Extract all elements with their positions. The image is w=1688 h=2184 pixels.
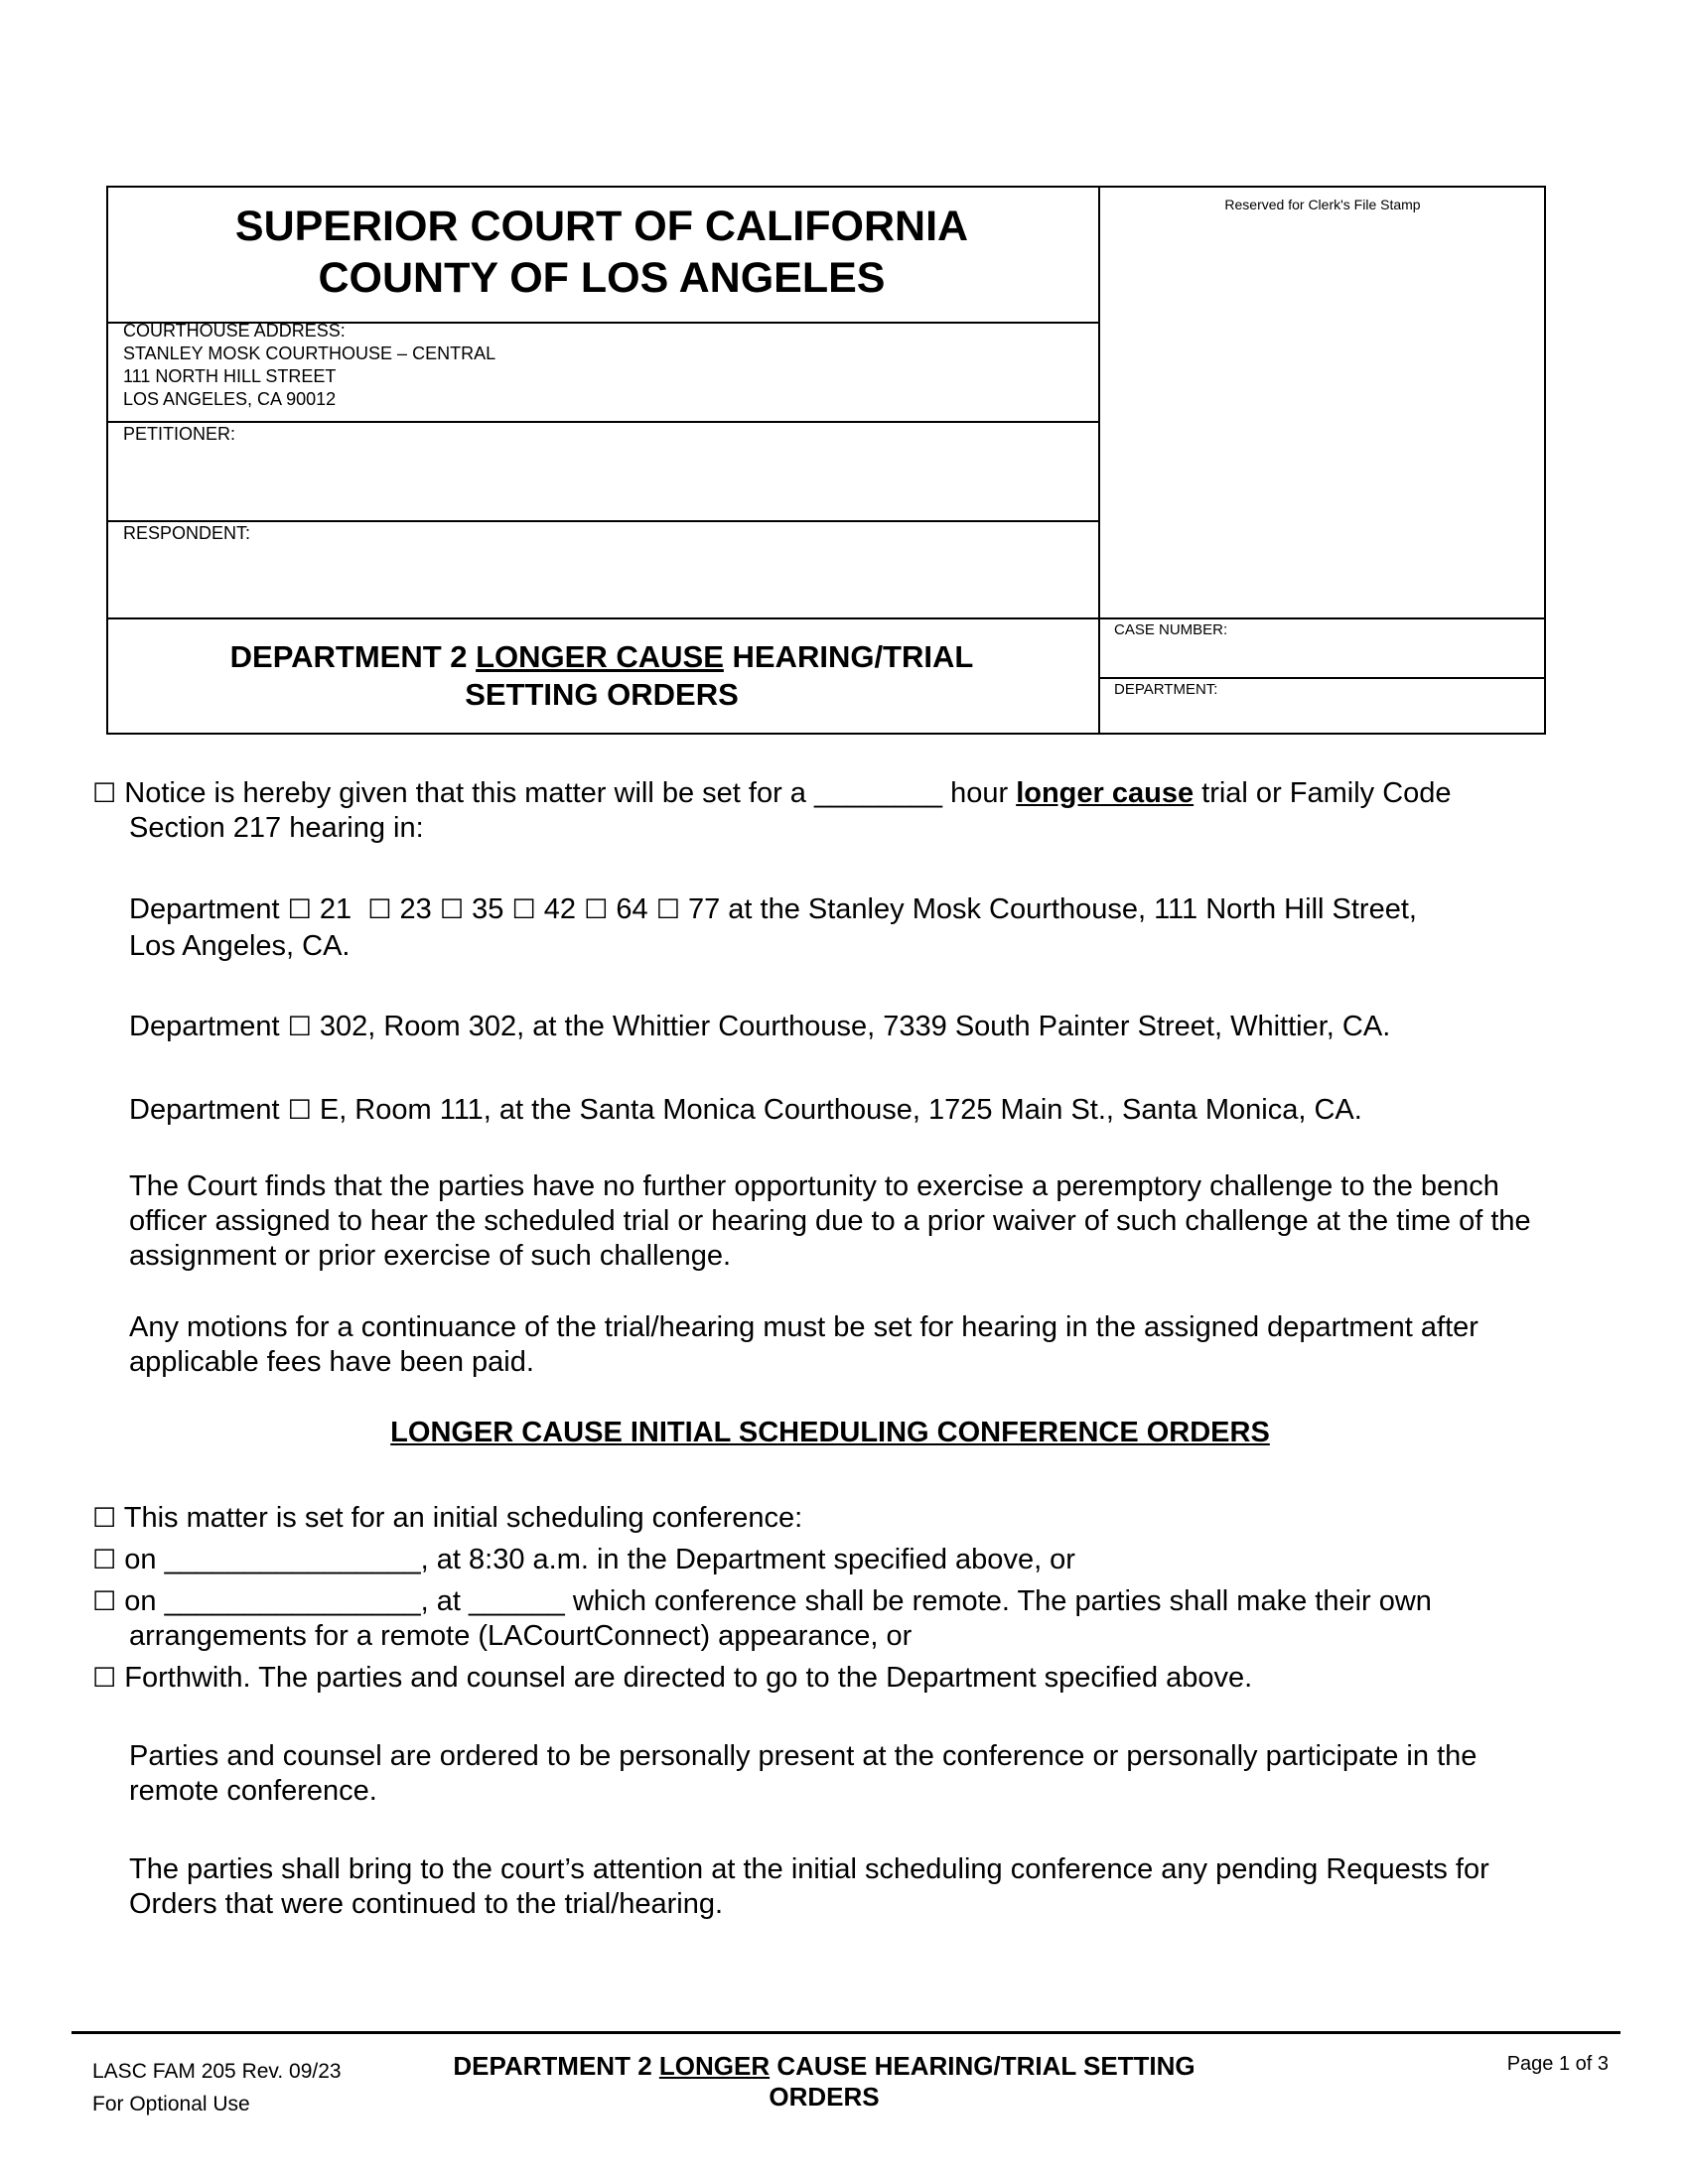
petitioner-label: PETITIONER: [123, 424, 236, 444]
document-title-line1 [107, 638, 1096, 676]
option-remote-text: which conference shall be remote. The parties shall make their own [564, 1585, 1432, 1617]
option-remote-line-2: arrangements for a remote (LACourtConnect) appearance, or [129, 1620, 913, 1652]
dept-21-label: 21 [319, 893, 352, 925]
courthouse-address-label: COURTHOUSE ADDRESS: [123, 321, 346, 341]
motions-paragraph: Any motions for a continuance of the trial/hearing must be set for hearing in the assigned department after applicable fees have been paid. [129, 1311, 1478, 1378]
sched-intro-text: This matter is set for an initial scheduling conference: [116, 1502, 803, 1534]
dept-e-checkbox[interactable]: ☐ [287, 1095, 312, 1126]
department-label: DEPARTMENT: [1114, 681, 1218, 698]
option-remote-line [92, 1584, 1432, 1619]
dept-label-whittier: Department [129, 1011, 280, 1042]
option-remote-at: , at [420, 1585, 470, 1617]
dept-42-checkbox[interactable]: ☐ [511, 894, 536, 925]
courthouse-name: STANLEY MOSK COURTHOUSE – CENTRAL [123, 343, 496, 363]
stanley-address: at the Stanley Mosk Courthouse, 111 North Hill Street, [720, 893, 1417, 925]
dept-302-checkbox[interactable]: ☐ [287, 1012, 312, 1042]
santa-monica-department-line [129, 1093, 1362, 1128]
option-remote-on: on [116, 1585, 165, 1617]
dept-64-label: 64 [616, 893, 648, 925]
box-middle-divider [1098, 186, 1100, 735]
notice-text-1: Notice is hereby given that this matter will be set for a [116, 777, 814, 809]
title-part1: DEPARTMENT 2 [229, 639, 477, 674]
notice-checkbox[interactable]: ☐ [92, 778, 117, 809]
dept-23-checkbox[interactable]: ☐ [367, 894, 392, 925]
option-forthwith-line [92, 1661, 1252, 1696]
notice-longer-cause: longer cause [1016, 777, 1195, 809]
divider-petitioner-respondent [106, 520, 1099, 522]
box-right-border [1544, 186, 1546, 735]
footer-page-number: Page 1 of 3 [1506, 2053, 1609, 2075]
option-in-person-text: , at 8:30 a.m. in the Department specified above, or [420, 1544, 1075, 1575]
title-part2: HEARING/TRIAL [723, 639, 974, 674]
stanley-department-line [129, 892, 1417, 927]
footer-optional-use: For Optional Use [92, 2093, 250, 2116]
document-title [107, 638, 1096, 714]
box-top-border [106, 186, 1546, 188]
dept-35-checkbox[interactable]: ☐ [439, 894, 465, 925]
respondent-label: RESPONDENT: [123, 523, 251, 543]
dept-77-checkbox[interactable]: ☐ [655, 894, 680, 925]
option-forthwith-checkbox[interactable]: ☐ [92, 1663, 117, 1694]
footer-title-part2: CAUSE HEARING/TRIAL SETTING ORDERS [769, 2051, 1196, 2112]
dept-23-label: 23 [399, 893, 432, 925]
notice-text-3: trial or Family Code [1194, 777, 1452, 809]
footer-title-part1: DEPARTMENT 2 [453, 2051, 659, 2081]
footer-title [397, 2051, 1251, 2113]
courthouse-street: 111 NORTH HILL STREET [123, 366, 337, 386]
clerk-stamp-label: Reserved for Clerk's File Stamp [1224, 197, 1421, 212]
whittier-address: 302, Room 302, at the Whittier Courthouse, 7339 South Painter Street, Whittier, CA. [311, 1011, 1391, 1042]
stanley-address-line2: Los Angeles, CA. [129, 930, 351, 962]
whittier-department-line [129, 1010, 1390, 1044]
footer-rule [71, 2031, 1620, 2034]
findings-paragraph: The Court finds that the parties have no further opportunity to exercise a peremptory challenge to the bench officer assigned to hear the scheduled trial or hearing due to a prior waiver of such challenge at the time of the assignment or prior exercise of such challenge. [129, 1170, 1531, 1272]
divider-respondent-title [106, 617, 1546, 619]
dept-35-label: 35 [472, 893, 504, 925]
pending-paragraph: The parties shall bring to the court’s attention at the initial scheduling conference any pending Requests for Orders that were continued to the trial/hearing. [129, 1853, 1489, 1920]
dept-77-label: 77 [687, 893, 721, 925]
case-number-label: CASE NUMBER: [1114, 621, 1228, 638]
courthouse-address [123, 320, 495, 411]
santa-monica-address: E, Room 111, at the Santa Monica Courthouse, 1725 Main St., Santa Monica, CA. [311, 1094, 1362, 1126]
divider-address-petitioner [106, 421, 1099, 423]
court-name-line2: COUNTY OF LOS ANGELES [318, 254, 886, 302]
footer-title-underlined: LONGER [658, 2051, 771, 2081]
dept-label-stanley: Department [129, 893, 280, 925]
document-title-line2: SETTING ORDERS [465, 677, 739, 712]
sched-conference-checkbox[interactable]: ☐ [92, 1503, 117, 1534]
footer-form-id: LASC FAM 205 Rev. 09/23 [92, 2060, 342, 2083]
option-in-person-line [92, 1543, 1075, 1577]
dept-label-santa-monica: Department [129, 1094, 280, 1126]
in-person-date-blank[interactable]: ________________ [164, 1544, 421, 1575]
notice-line [92, 776, 1452, 811]
remote-time-blank[interactable]: ______ [469, 1585, 565, 1617]
court-name-line1: SUPERIOR COURT OF CALIFORNIA [234, 203, 969, 250]
dept-42-label: 42 [543, 893, 577, 925]
sched-intro-line [92, 1501, 802, 1536]
footer-form-info [92, 2055, 342, 2120]
box-bottom-border [106, 733, 1546, 735]
option-forthwith-text: Forthwith. The parties and counsel are directed to go to the Department specified above. [116, 1662, 1253, 1694]
divider-case-department [1098, 677, 1546, 679]
notice-line-2: Section 217 hearing in: [129, 812, 424, 844]
notice-text-2: hour [942, 777, 1017, 809]
option-remote-checkbox[interactable]: ☐ [92, 1586, 117, 1617]
court-name [107, 201, 1096, 304]
courthouse-city: LOS ANGELES, CA 90012 [123, 389, 337, 409]
remote-date-blank[interactable]: ________________ [164, 1585, 421, 1617]
option-in-person-on: on [116, 1544, 165, 1575]
dept-64-checkbox[interactable]: ☐ [584, 894, 609, 925]
title-underlined: LONGER CAUSE [476, 639, 724, 674]
dept-21-checkbox[interactable]: ☐ [287, 894, 312, 925]
hours-blank[interactable]: ________ [813, 777, 943, 809]
option-in-person-checkbox[interactable]: ☐ [92, 1545, 117, 1575]
presence-paragraph: Parties and counsel are ordered to be personally present at the conference or personally participate in the remote conference. [129, 1740, 1477, 1807]
section-heading: LONGER CAUSE INITIAL SCHEDULING CONFERENCE ORDERS [390, 1417, 1270, 1448]
